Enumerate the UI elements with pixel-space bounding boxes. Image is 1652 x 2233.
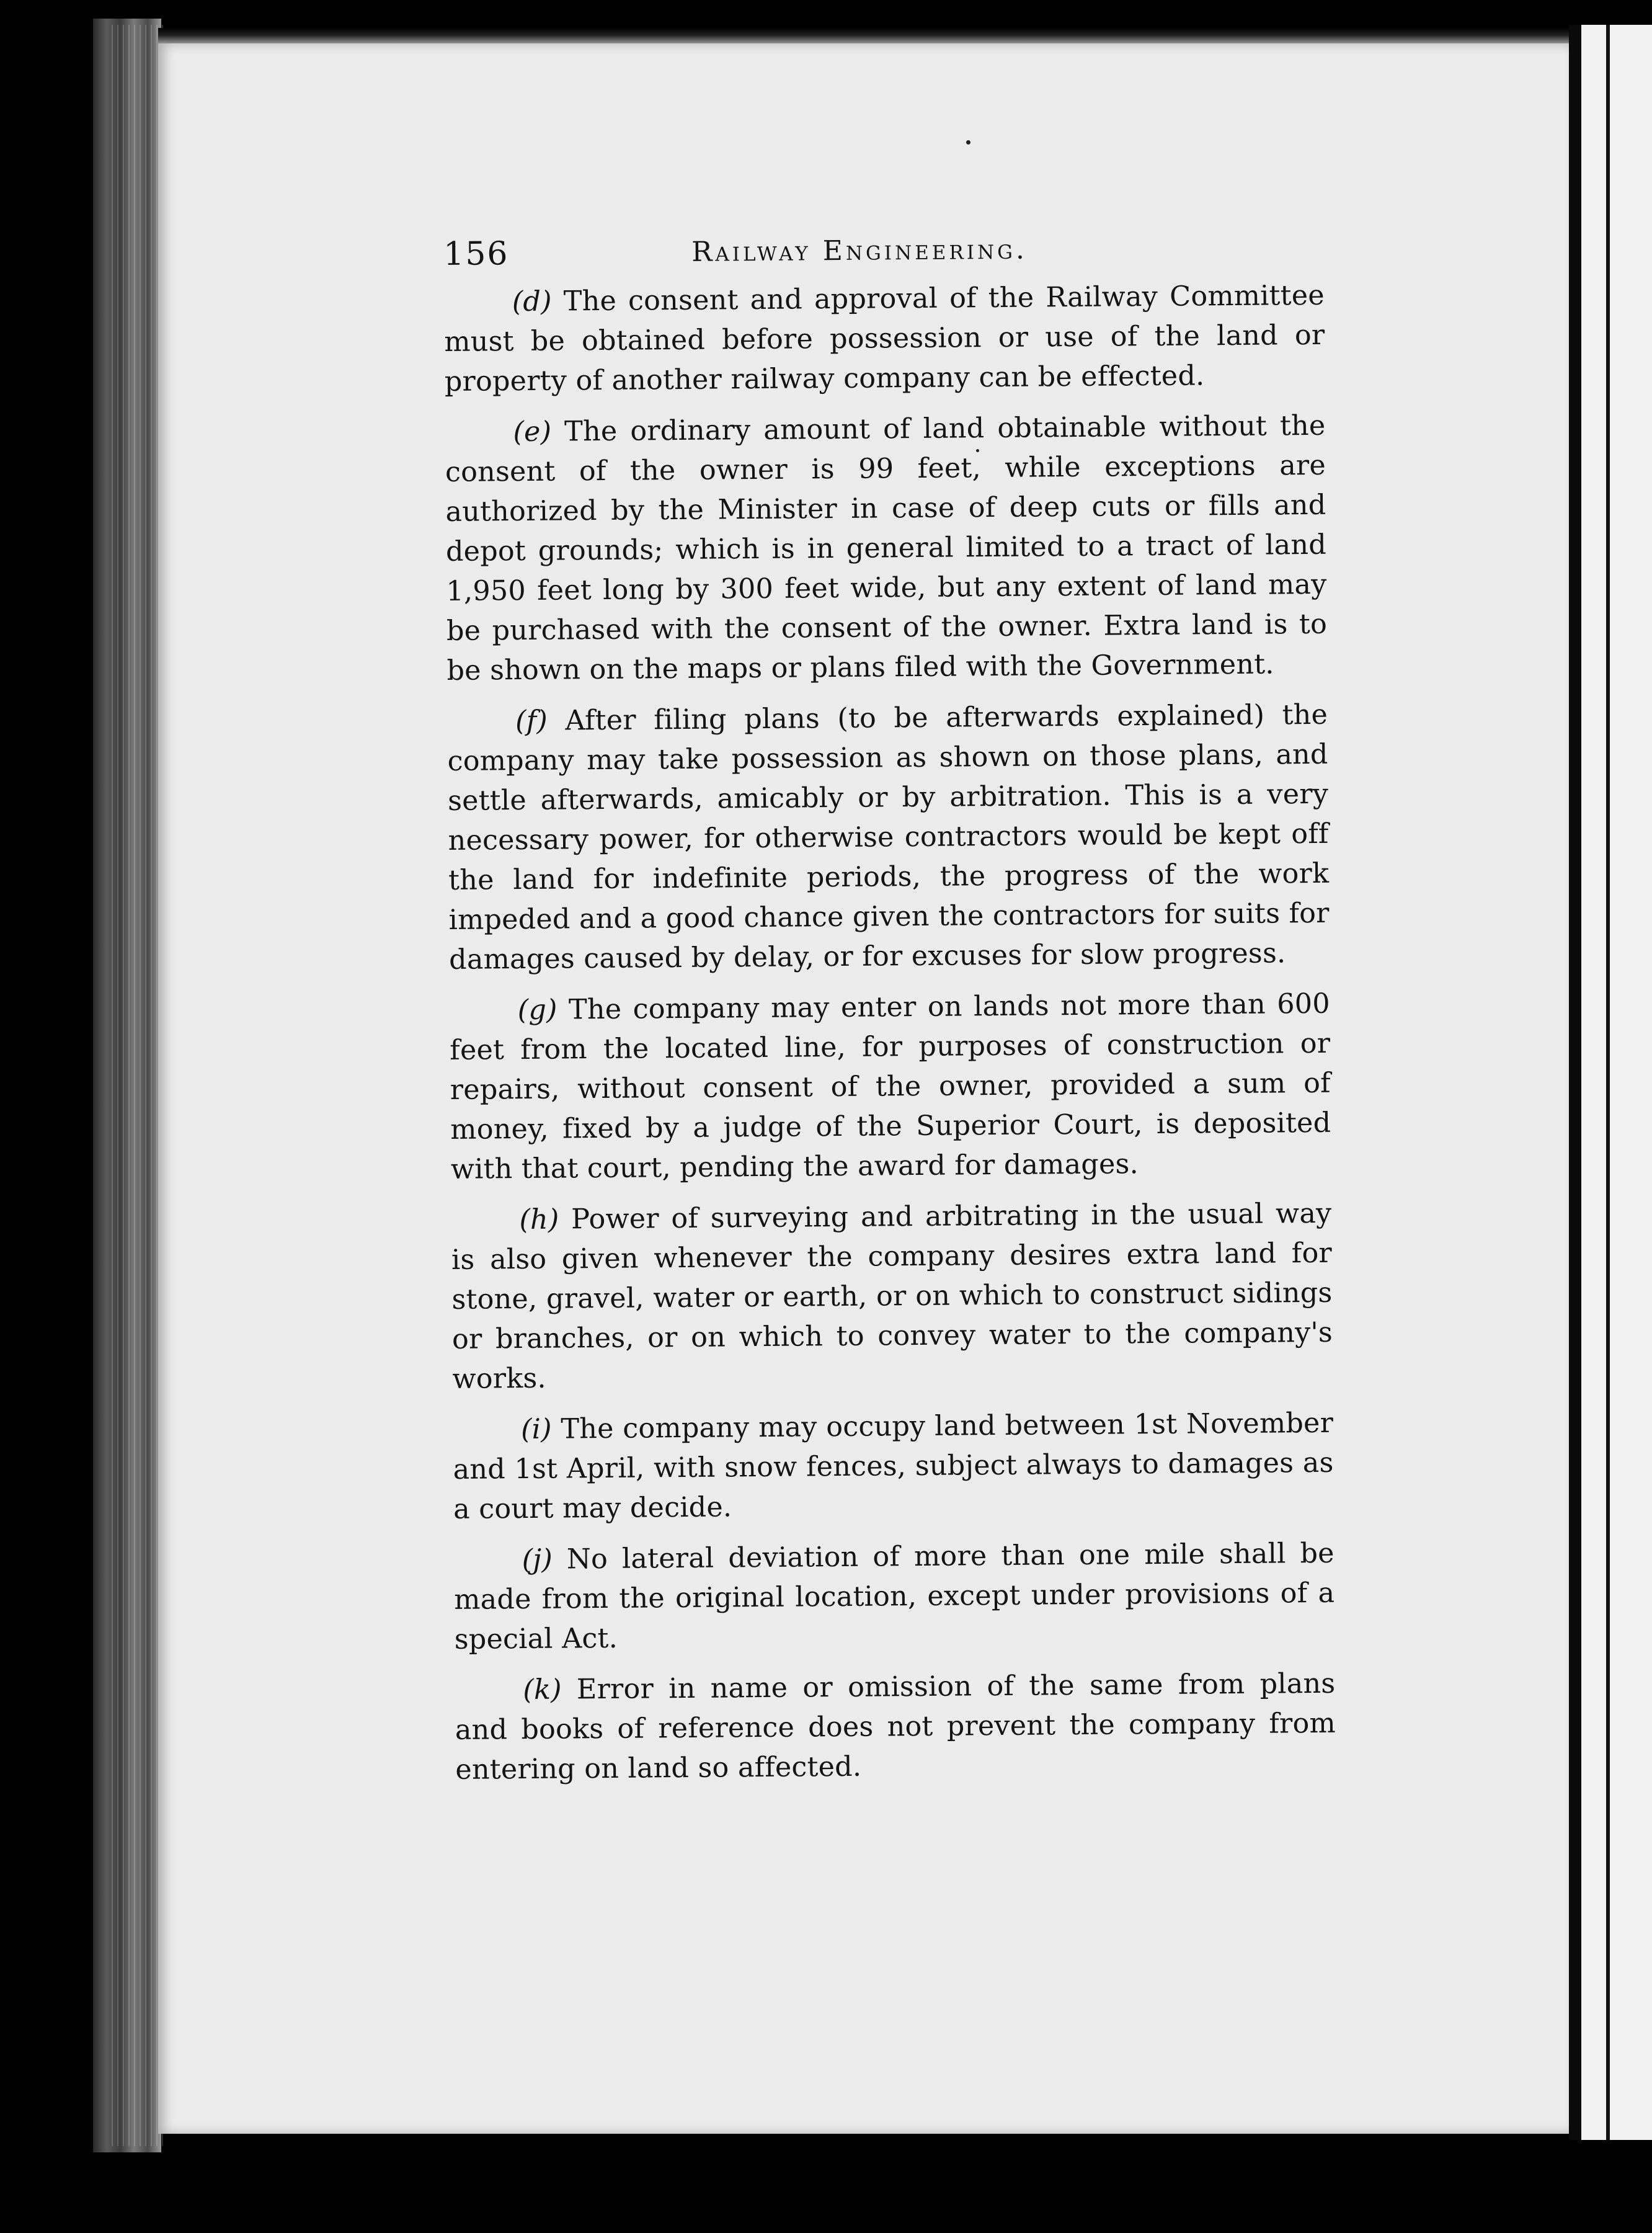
right-border-rule [1606,25,1610,2140]
page-text [443,229,1336,1801]
paragraph-text: The consent and approval of the Railway Committee must be obtained before possession or use of the land or property of another railway company can be effected. [444,279,1325,398]
paragraph-g [450,984,1331,1190]
paragraph-marker: (e) [513,416,552,448]
paragraph-f [447,695,1330,980]
paragraph-marker: (j) [522,1543,553,1576]
running-title: Railway Engineering. [691,233,1028,268]
paragraph-text: The company may occupy land between 1st November and 1st April, with snow fences, subject always to damages as a court may decide. [453,1407,1334,1525]
paragraph-text: The ordinary amount of land obtainable without the consent of the owner is 99 feet, while exceptions are authorized by the Minister in case of deep cuts or fills and depot grounds; which is in general limited to a tract of land 1,950 feet long by 300 feet wide, but any extent of land may be purchased with the consent of the owner. Extra land is to be shown on the maps or plans filed with the Government. [445,409,1328,687]
paragraph-marker: (i) [520,1413,552,1446]
paragraph-marker: (f) [515,705,548,738]
paragraph-text: Power of surveying and arbitrating in the usual way is also given whenever the company desires extra land for stone, gravel, water or earth, or on which to construct sidings or branches, or on which to convey water to the company's works. [451,1197,1333,1395]
paragraph-marker: (k) [523,1674,562,1706]
paragraph-marker: (g) [517,994,557,1027]
running-head [443,229,1325,279]
paragraph-e [445,406,1327,691]
paragraph-text: The company may enter on lands not more than 600 feet from the located line, for purposes of construction or repairs, without consent of the owner, provided a sum of money, fixed by a judge of the Superior Court, is deposited with that court, pending the award for damages. [450,987,1331,1185]
right-page-edge [1569,25,1581,2140]
paragraph-h [451,1194,1333,1399]
paragraph-d [444,276,1325,402]
paragraph-text: Error in name or omission of the same from plans and books of reference does not prevent the company from entering on land so affected. [455,1667,1336,1786]
paragraph-text: After filing plans (to be afterwards explained) the company may take possession as shown on those plans, and settle afterwards, amicably or by arbitration. This is a very necessary power, for otherwise contractors would be kept off the land for indefinite periods, the progress of the work impeded and a good chance given the contractors for suits for damages caused by delay, or for excuses for slow progress. [447,698,1330,976]
paragraph-marker: (h) [519,1203,559,1236]
page-number: 156 [443,235,509,273]
ink-speck [966,140,970,145]
paragraph-k [455,1664,1336,1790]
paragraph-j [454,1534,1335,1660]
paragraph-marker: (d) [512,285,552,318]
right-margin-strip [1581,25,1652,2140]
paragraph-i [453,1404,1334,1530]
paragraph-text: No lateral deviation of more than one mile shall be made from the original location, except under provisions of a special Act. [454,1537,1335,1656]
